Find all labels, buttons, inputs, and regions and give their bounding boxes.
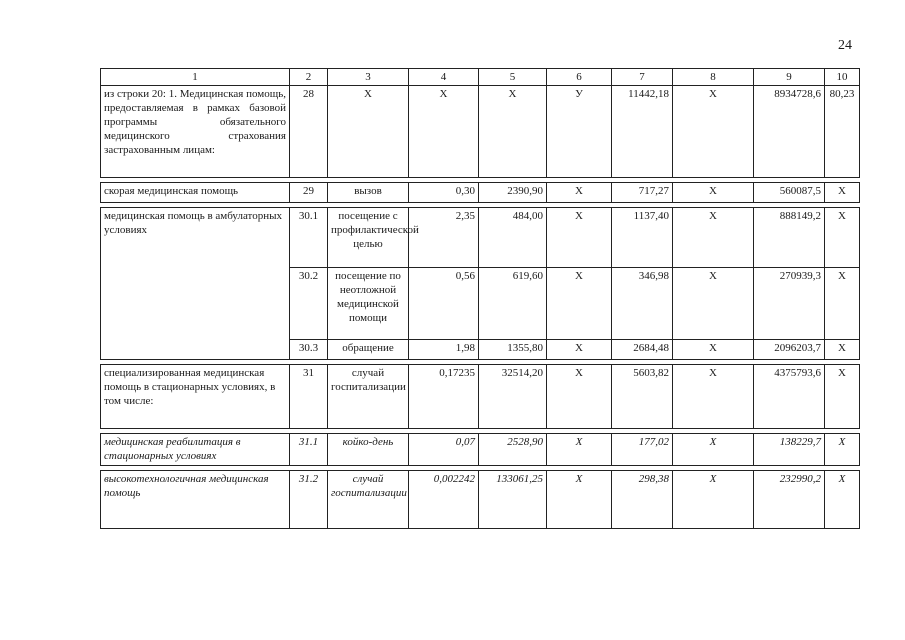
header-cell: 3 — [328, 69, 409, 86]
value-cell: 232990,2 — [754, 471, 825, 529]
value-cell: 80,23 — [825, 86, 860, 178]
value-cell: Х — [547, 208, 612, 268]
table-row — [101, 365, 860, 429]
value-cell: Х — [825, 434, 860, 466]
line-code: 30.3 — [290, 340, 328, 360]
value-cell: Х — [673, 340, 754, 360]
value-cell: 32514,20 — [479, 365, 547, 429]
value-cell: 2684,48 — [612, 340, 673, 360]
value-cell: 298,38 — [612, 471, 673, 529]
value-cell: 4375793,6 — [754, 365, 825, 429]
row-label: из строки 20: 1. Медицинская помощь, предоставляемая в рамках базовой программы обязательного медицинского страхования застрахованным лицам: — [101, 86, 290, 178]
value-cell: Х — [673, 471, 754, 529]
header-cell: 5 — [479, 69, 547, 86]
header-cell: 2 — [290, 69, 328, 86]
value-cell: 270939,3 — [754, 268, 825, 340]
value-cell: 2096203,7 — [754, 340, 825, 360]
value-cell: 5603,82 — [612, 365, 673, 429]
value-cell: Х — [547, 268, 612, 340]
value-cell: 619,60 — [479, 268, 547, 340]
value-cell: Х — [409, 86, 479, 178]
value-cell: 0,002242 — [409, 471, 479, 529]
value-cell: 1137,40 — [612, 208, 673, 268]
value-cell: Х — [673, 268, 754, 340]
value-cell: Х — [825, 471, 860, 529]
line-code: 29 — [290, 183, 328, 203]
value-cell: 2528,90 — [479, 434, 547, 466]
row-label: медицинская помощь в амбулаторных условиях — [101, 208, 290, 360]
value-cell: 484,00 — [479, 208, 547, 268]
unit-cell: случай госпитализации — [328, 365, 409, 429]
header-row — [101, 69, 860, 86]
value-cell: Х — [547, 471, 612, 529]
page-number: 24 — [838, 38, 852, 53]
value-cell: Х — [825, 340, 860, 360]
table-row — [101, 183, 860, 203]
unit-cell: обращение — [328, 340, 409, 360]
unit-cell: койко-день — [328, 434, 409, 466]
value-cell: Х — [547, 183, 612, 203]
header-cell: 10 — [825, 69, 860, 86]
value-cell: Х — [673, 434, 754, 466]
value-cell: Х — [825, 208, 860, 268]
value-cell: 138229,7 — [754, 434, 825, 466]
value-cell: 346,98 — [612, 268, 673, 340]
header-cell: 8 — [673, 69, 754, 86]
value-cell: 560087,5 — [754, 183, 825, 203]
value-cell: 8934728,6 — [754, 86, 825, 178]
data-table — [100, 68, 860, 529]
value-cell: 0,17235 — [409, 365, 479, 429]
header-cell: 1 — [101, 69, 290, 86]
line-code: 30.2 — [290, 268, 328, 340]
value-cell: 717,27 — [612, 183, 673, 203]
unit-cell: посещение по неотложной медицинской помощи — [328, 268, 409, 340]
table-row — [101, 434, 860, 466]
value-cell: Х — [825, 268, 860, 340]
value-cell: Х — [479, 86, 547, 178]
value-cell: 2,35 — [409, 208, 479, 268]
line-code: 30.1 — [290, 208, 328, 268]
header-cell: 4 — [409, 69, 479, 86]
table-row — [101, 86, 860, 178]
value-cell: Х — [547, 340, 612, 360]
value-cell: 1,98 — [409, 340, 479, 360]
header-cell: 6 — [547, 69, 612, 86]
header-cell: 7 — [612, 69, 673, 86]
value-cell: Х — [673, 365, 754, 429]
value-cell: 888149,2 — [754, 208, 825, 268]
value-cell: 0,56 — [409, 268, 479, 340]
value-cell: Х — [673, 86, 754, 178]
header-cell: 9 — [754, 69, 825, 86]
value-cell: 133061,25 — [479, 471, 547, 529]
line-code: 31.1 — [290, 434, 328, 466]
line-code: 31 — [290, 365, 328, 429]
table-row — [101, 208, 860, 268]
unit-cell: вызов — [328, 183, 409, 203]
value-cell: Х — [673, 208, 754, 268]
value-cell: 1355,80 — [479, 340, 547, 360]
value-cell: 2390,90 — [479, 183, 547, 203]
value-cell: 177,02 — [612, 434, 673, 466]
value-cell: Х — [673, 183, 754, 203]
row-label: специализированная медицинская помощь в стационарных условиях, в том числе: — [101, 365, 290, 429]
value-cell: Х — [825, 365, 860, 429]
table-row — [101, 471, 860, 529]
value-cell: 11442,18 — [612, 86, 673, 178]
value-cell: Х — [547, 365, 612, 429]
value-cell: 0,30 — [409, 183, 479, 203]
value-cell: 0,07 — [409, 434, 479, 466]
value-cell: Х — [825, 183, 860, 203]
unit-cell: посещение с профилактической целью — [328, 208, 409, 268]
row-label: скорая медицинская помощь — [101, 183, 290, 203]
value-cell: Х — [547, 434, 612, 466]
value-cell: У — [547, 86, 612, 178]
line-code: 31.2 — [290, 471, 328, 529]
line-code: 28 — [290, 86, 328, 178]
unit-cell: случай госпитализации — [328, 471, 409, 529]
unit-cell: Х — [328, 86, 409, 178]
row-label: медицинская реабилитация в стационарных условиях — [101, 434, 290, 466]
row-label: высокотехнологичная медицинская помощь — [101, 471, 290, 529]
